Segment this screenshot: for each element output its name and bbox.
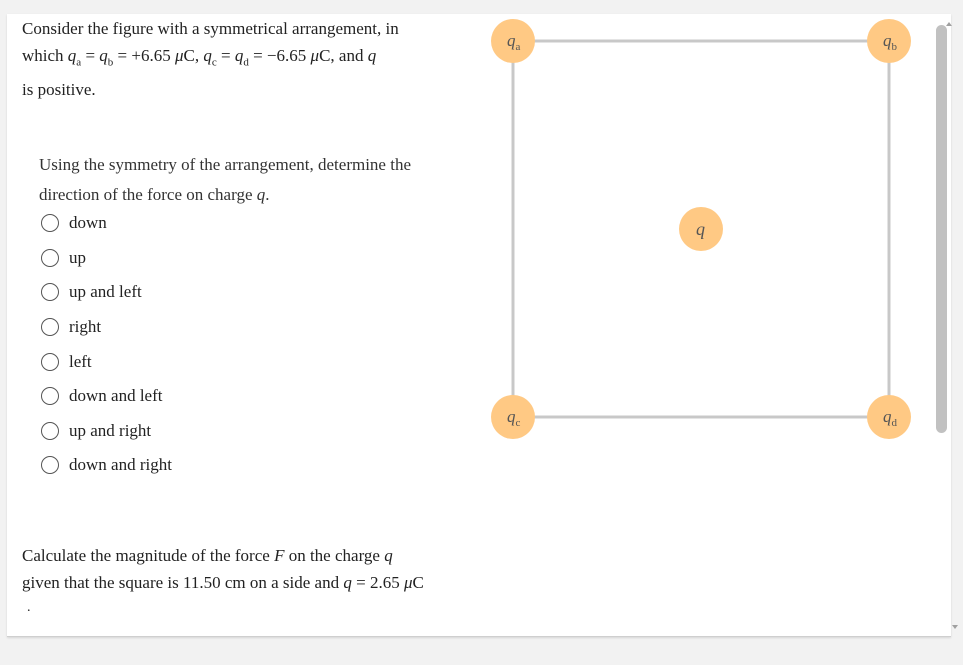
scrollbar-thumb[interactable]	[936, 25, 947, 433]
option-up-and-right[interactable]: up and right	[41, 414, 172, 449]
charge-qd-label: $q_d$	[883, 407, 897, 429]
charge-qb	[867, 19, 911, 63]
magnitude-question: Calculate the magnitude of the force F on the charge q given that the square is 11.50 cm on a side and q = 2.65 μC	[22, 546, 424, 592]
option-down[interactable]: down	[41, 206, 172, 241]
radio-button[interactable]	[41, 353, 59, 371]
option-down-and-left[interactable]: down and left	[41, 379, 172, 414]
intro-line-1: Consider the figure with a symmetrical arrangement, in	[22, 19, 399, 38]
radio-button[interactable]	[41, 214, 59, 232]
trailing-dot: .	[27, 600, 31, 615]
radio-button[interactable]	[41, 422, 59, 440]
intro-line-2: which $q_a = q_b = +6.65$ μC, $q_c = q_d = -6.65$ μC, and q	[22, 46, 377, 69]
radio-button[interactable]	[41, 387, 59, 405]
charge-qa-label: $q_a$	[507, 31, 521, 53]
option-up[interactable]: up	[41, 241, 172, 276]
scroll-up-arrow-icon[interactable]	[946, 22, 952, 26]
option-down-and-right[interactable]: down and right	[41, 448, 172, 483]
option-up-and-left[interactable]: up and left	[41, 275, 172, 310]
charge-q	[679, 207, 723, 251]
scroll-down-arrow-icon[interactable]	[952, 625, 958, 629]
intro-line-3: is positive.	[22, 80, 96, 100]
charge-qc-label: $q_c$	[507, 407, 521, 429]
direction-options	[41, 206, 172, 483]
charge-q-label: q	[696, 219, 705, 239]
radio-button[interactable]	[41, 283, 59, 301]
radio-button[interactable]	[41, 456, 59, 474]
option-right[interactable]: right	[41, 310, 172, 345]
charge-qc	[491, 395, 535, 439]
charge-qb-label: $q_b$	[883, 31, 897, 53]
charge-qa	[491, 19, 535, 63]
option-left[interactable]: left	[41, 344, 172, 379]
charge-qd	[867, 395, 911, 439]
content-panel	[7, 14, 951, 637]
radio-button[interactable]	[41, 318, 59, 336]
problem-intro	[22, 15, 462, 103]
radio-button[interactable]	[41, 249, 59, 267]
direction-question: Using the symmetry of the arrangement, determine the direction of the force on charge q.	[39, 155, 411, 204]
